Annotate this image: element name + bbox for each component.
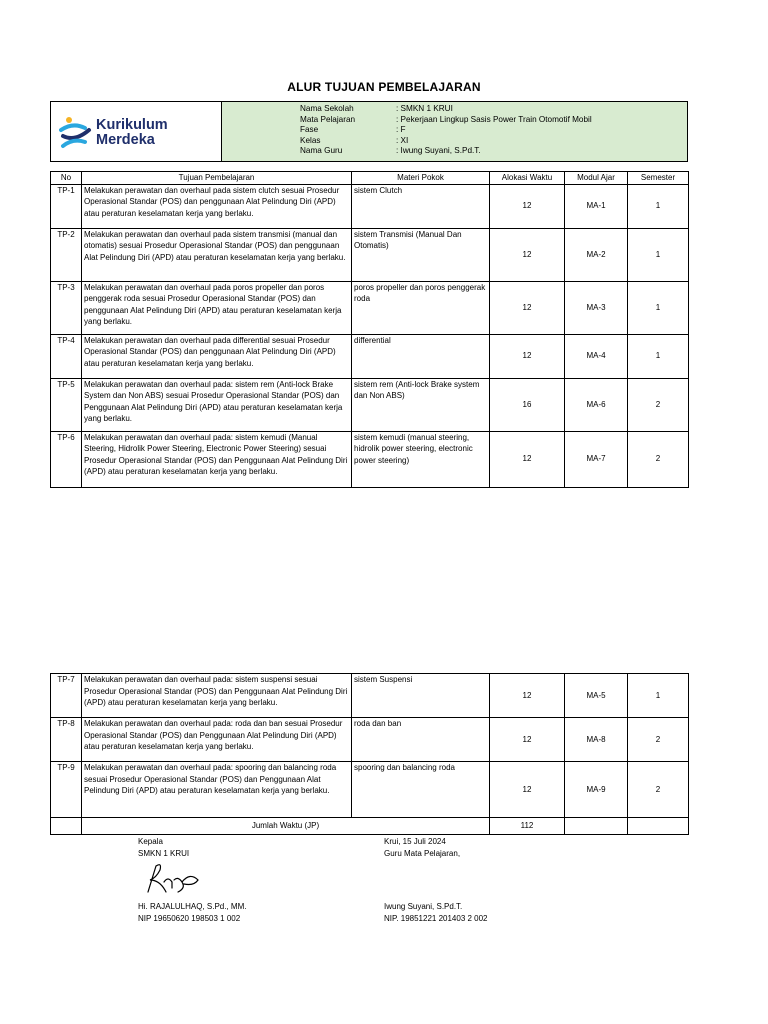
signature-right-name: Iwung Suyani, S.Pd.T. NIP. 19851221 201403 2 002 <box>384 902 488 923</box>
signature-left-name: Hi. RAJALULHAQ, S.Pd., MM. NIP 19650620 198503 1 002 <box>138 902 247 923</box>
info-row: Mata Pelajaran : Pekerjaan Lingkup Sasis Power Train Otomotif Mobil <box>300 114 592 124</box>
signature-right: Krui, 15 Juli 2024 Guru Mata Pelajaran, <box>384 837 461 858</box>
table-row: TP-2 Melakukan perawatan dan overhaul pada sistem transmisi (manual dan otomatis) sesuai Prosedur Operasional Standar (POS) dan penggunaan Alat Pelindung Diri (APD) atau peraturan keselamatan kerja yang berlaku. sistem Transmisi (Manual Dan Otomatis) 12 MA-2 1 <box>51 228 689 281</box>
learning-objectives-table-continued <box>50 673 689 835</box>
column-header: Semester <box>628 172 689 185</box>
school-info <box>222 102 687 161</box>
header-box <box>50 101 688 162</box>
signature-icon <box>138 862 204 898</box>
column-header: Alokasi Waktu <box>490 172 565 185</box>
info-row: Kelas : XI <box>300 135 409 145</box>
table-row: TP-7 Melakukan perawatan dan overhaul pada: sistem suspensi sesuai Prosedur Operasional Standar (POS) dan Penggunaan Alat Pelindung Diri (APD) atau peraturan keselamatan kerja yang berlaku. sistem Suspensi 12 MA-5 1 <box>51 674 689 718</box>
table-row: TP-3 Melakukan perawatan dan overhaul pada poros propeller dan poros penggerak roda sesuai Prosedur Operasional Standar (POS) dan penggunaan Alat Pelindung Diri (APD) atau peraturan keselamatan kerja yang berlaku. poros propeller dan poros penggerak roda 12 MA-3 1 <box>51 281 689 334</box>
table-row: TP-5 Melakukan perawatan dan overhaul pada: sistem rem (Anti-lock Brake System dan Non ABS) sesuai Prosedur Operasional Standar (POS) dan Penggunaan Alat Pelindung Diri (APD) atau peraturan keselamatan kerja yang berlaku. sistem rem (Anti-lock Brake system dan Non ABS) 16 MA-6 2 <box>51 378 689 431</box>
info-row: Nama Sekolah : SMKN 1 KRUI <box>300 104 453 113</box>
table-row: TP-6 Melakukan perawatan dan overhaul pada: sistem kemudi (Manual Steering, Hidrolik Power Steering, Electronic Power Steering) sesuai Prosedur Operasional Standar (POS) dan Penggunaan Alat Pelindung Diri (APD) atau peraturan keselamatan kerja yang berlaku. sistem kemudi (manual steering, hidrolik power steering, electronic power steering) 12 MA-7 2 <box>51 431 689 487</box>
total-value: 112 <box>490 818 565 835</box>
table-row: TP-4 Melakukan perawatan dan overhaul pada differential sesuai Prosedur Operasional Standar (POS) dan penggunaan Alat Pelindung Diri (APD) atau peraturan keselamatan kerja yang berlaku. differential 12 MA-4 1 <box>51 334 689 378</box>
total-label: Jumlah Waktu (JP) <box>82 818 490 835</box>
logo <box>51 102 222 161</box>
table-row: TP-8 Melakukan perawatan dan overhaul pada: roda dan ban sesuai Prosedur Operasional Standar (POS) dan Penggunaan Alat Pelindung Diri (APD) atau peraturan keselamatan kerja yang berlaku. roda dan ban 12 MA-8 2 <box>51 718 689 762</box>
table-header-row <box>51 172 689 185</box>
info-row: Fase : F <box>300 125 406 134</box>
learning-objectives-table <box>50 171 689 488</box>
column-header: Materi Pokok <box>352 172 490 185</box>
table-row: TP-9 Melakukan perawatan dan overhaul pada: spooring dan balancing roda sesuai Prosedur Operasional Standar (POS) dan Penggunaan Alat Pelindung Diri (APD) atau peraturan keselamatan kerja yang berlaku. spooring dan balancing roda 12 MA-9 2 <box>51 762 689 818</box>
column-header: Modul Ajar <box>565 172 628 185</box>
logo-text: Kurikulum Merdeka <box>96 117 168 148</box>
document-title: ALUR TUJUAN PEMBELAJARAN <box>287 80 481 94</box>
table-row: TP-1 Melakukan perawatan dan overhaul pada sistem clutch sesuai Prosedur Operasional Standar (POS) dan penggunaan Alat Pelindung Diri (APD) atau peraturan keselamatan kerja yang berlaku. sistem Clutch 12 MA-1 1 <box>51 184 689 228</box>
kurikulum-merdeka-logo-icon <box>59 116 93 150</box>
signature-left: Kepala SMKN 1 KRUI <box>138 837 190 858</box>
info-row: Nama Guru : Iwung Suyani, S.Pd.T. <box>300 146 481 155</box>
column-header: No <box>51 172 82 185</box>
column-header: Tujuan Pembelajaran <box>82 172 352 185</box>
total-row <box>51 818 689 835</box>
